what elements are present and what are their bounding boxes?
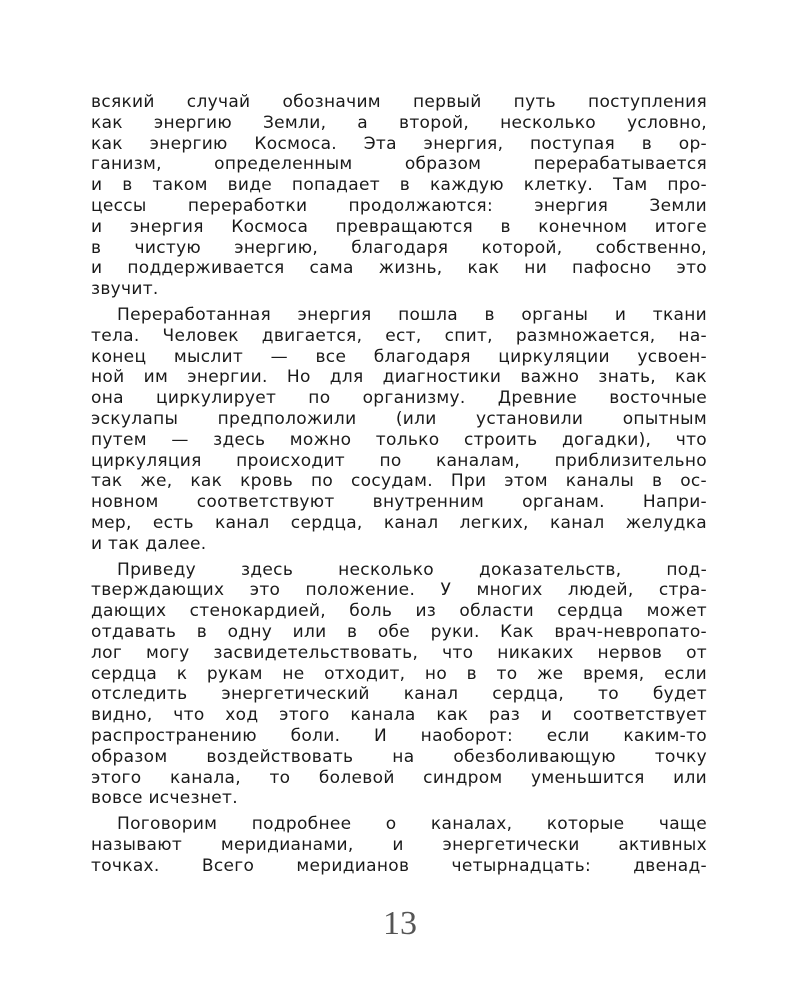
text-line: этого канала, то болевой синдром уменьшится или xyxy=(91,767,707,788)
text-line: называют меридианами, и энергетически активных xyxy=(91,834,707,855)
text-line: Поговорим подробнее о каналах, которые чаще xyxy=(117,814,707,835)
text-line: распространению боли. И наоборот: если каким-то xyxy=(91,725,707,746)
text-line: лог могу засвидетельствовать, что никаких нервов от xyxy=(91,642,707,663)
text-line: Приведу здесь несколько доказательств, под- xyxy=(117,559,707,580)
paragraph xyxy=(91,92,707,300)
text-line: так же, как кровь по сосудам. При этом каналы в ос- xyxy=(91,471,707,492)
text-line: образом воздействовать на обезболивающую точку xyxy=(91,746,707,767)
text-line: сердца к рукам не отходит, но в то же время, если xyxy=(91,663,707,684)
text-line: ной им энергии. Но для диагностики важно знать, как xyxy=(91,367,707,388)
text-line: дающих стенокардией, боль из области сердца может xyxy=(91,601,707,622)
text-line: в чистую энергию, благодаря которой, собственно, xyxy=(91,237,707,258)
text-line: как энергию Земли, а второй, несколько условно, xyxy=(91,112,707,133)
text-line: звучит. xyxy=(91,279,159,300)
text-line: и так далее. xyxy=(91,533,207,554)
paragraph xyxy=(91,814,707,876)
text-line: ганизм, определенным образом перерабатывается xyxy=(91,154,707,175)
text-line: как энергию Космоса. Эта энергия, поступая в ор- xyxy=(91,133,707,154)
text-line: эскулапы предположили (или установили опытным xyxy=(91,408,707,429)
text-line: вовсе исчезнет. xyxy=(91,788,238,809)
text-line: она циркулирует по организму. Древние восточные xyxy=(91,388,707,409)
text-line: путем — здесь можно только строить догадки), что xyxy=(91,429,707,450)
text-line: новном соответствуют внутренним органам. Напри- xyxy=(91,492,707,513)
text-line: отдавать в одну или в обе руки. Как врач-невропато- xyxy=(91,621,707,642)
text-line: цессы переработки продолжаются: энергия Земли xyxy=(91,195,707,216)
text-line: и энергия Космоса превращаются в конечном итоге xyxy=(91,216,707,237)
paragraph xyxy=(91,305,707,555)
text-line: видно, что ход этого канала как раз и соответствует xyxy=(91,705,707,726)
page-number: 13 xyxy=(383,905,417,942)
text-line: тела. Человек двигается, ест, спит, размножается, на- xyxy=(91,325,707,346)
text-line: мер, есть канал сердца, канал легких, канал желудка xyxy=(91,512,707,533)
paragraph xyxy=(91,560,707,810)
text-line: конец мыслит — все благодаря циркуляции усвоен- xyxy=(91,346,707,367)
text-line: всякий случай обозначим первый путь поступления xyxy=(91,92,707,112)
text-line: циркуляция происходит по каналам, приблизительно xyxy=(91,450,707,471)
text-line: отследить энергетический канал сердца, то будет xyxy=(91,684,707,705)
text-line: Переработанная энергия пошла в органы и ткани xyxy=(117,304,707,325)
text-line: и в таком виде попадает в каждую клетку. Там про- xyxy=(91,175,707,196)
text-line: точках. Всего меридианов четырнадцать: двенад- xyxy=(91,855,707,876)
page-body-text xyxy=(91,92,707,881)
text-line: тверждающих это положение. У многих людей, стра- xyxy=(91,580,707,601)
text-line: и поддерживается сама жизнь, как ни пафосно это xyxy=(91,258,707,279)
